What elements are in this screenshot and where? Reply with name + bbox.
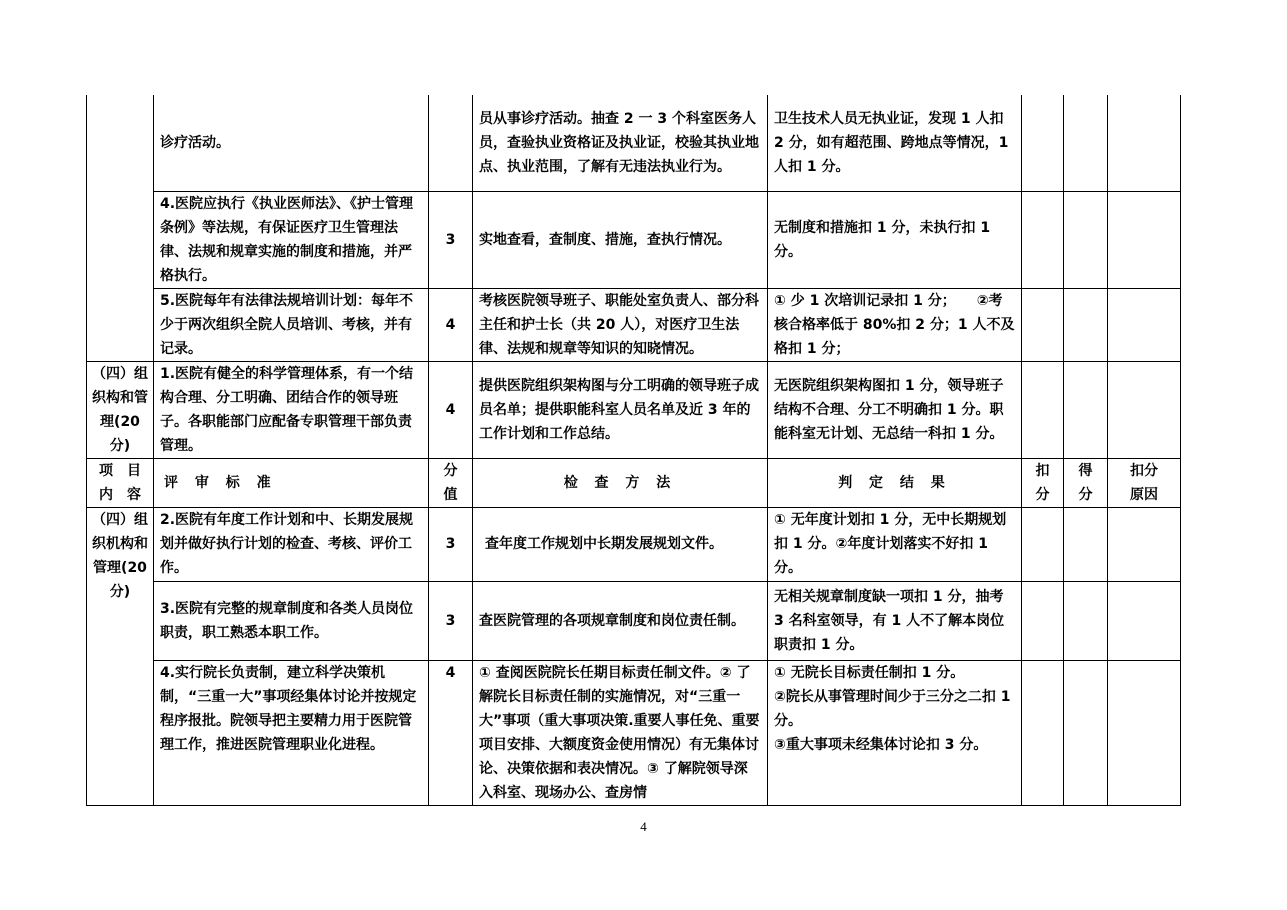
score-cell: 4 (429, 660, 473, 805)
header-got: 得 分 (1064, 458, 1108, 507)
result-cell: 无医院组织架构图扣 1 分，领导班子结构不合理、分工不明确扣 1 分。职能科室无计划、无总结一科扣 1 分。 (768, 361, 1022, 458)
result-cell: 卫生技术人员无执业证，发现 1 人扣 2 分，如有超范围、跨地点等情况，1 人扣 1 分。 (768, 95, 1022, 191)
reason-cell (1108, 507, 1181, 581)
page-number: 4 (640, 819, 647, 834)
got-cell (1064, 288, 1108, 361)
deduct-cell (1022, 361, 1064, 458)
method-cell: 查年度工作规划中长期发展规划文件。 (473, 507, 768, 581)
result-cell: ① 无院长目标责任制扣 1 分。 ②院长从事管理时间少于三分之二扣 1 分。 ③重大事项未经集体讨论扣 3 分。 (768, 660, 1022, 805)
header-item: 项 目 内 容 (87, 458, 154, 507)
deduct-cell (1022, 191, 1064, 288)
evaluation-table (86, 95, 1181, 806)
header-reason: 扣分 原因 (1108, 458, 1181, 507)
item-cell-section4-vertical: （四）组织机构和管理(20 分) (87, 507, 154, 805)
method-cell: 提供医院组织架构图与分工明确的领导班子成员名单；提供职能科室人员名单及近 3 年的工作计划和工作总结。 (473, 361, 768, 458)
method-cell: ① 查阅医院院长任期目标责任制文件。② 了解院长目标责任制的实施情况，对“三重一大”事项（重大事项决策.重要人事任免、重要项目安排、大额度资金使用情况）有无集体讨论、决策依据和表决情况。③ 了解院领导深入科室、现场办公、查房情 (473, 660, 768, 805)
standard-cell: 4.实行院长负责制，建立科学决策机制，“三重一大”事项经集体讨论并按规定程序报批。院领导把主要精力用于医院管理工作，推进医院管理职业化进程。 (154, 660, 429, 805)
deduct-cell (1022, 581, 1064, 660)
reason-cell (1108, 191, 1181, 288)
result-cell: ① 无年度计划扣 1 分，无中长期规划扣 1 分。②年度计划落实不好扣 1 分。 (768, 507, 1022, 581)
score-cell: 4 (429, 361, 473, 458)
standard-cell: 1.医院有健全的科学管理体系，有一个结构合理、分工明确、团结合作的领导班子。各职能部门应配备专职管理干部负责管理。 (154, 361, 429, 458)
reason-cell (1108, 361, 1181, 458)
header-deduct: 扣 分 (1022, 458, 1064, 507)
standard-cell: 5.医院每年有法律法规培训计划：每年不少于两次组织全院人员培训、考核，并有记录。 (154, 288, 429, 361)
result-cell: ① 少 1 次培训记录扣 1 分； ②考核合格率低于 80%扣 2 分；1 人不及格扣 1 分； (768, 288, 1022, 361)
got-cell (1064, 191, 1108, 288)
deduct-cell (1022, 507, 1064, 581)
table-row (87, 507, 1181, 581)
reason-cell (1108, 581, 1181, 660)
got-cell (1064, 581, 1108, 660)
got-cell (1064, 95, 1108, 191)
score-cell: 3 (429, 191, 473, 288)
method-cell: 考核医院领导班子、职能处室负责人、部分科主任和护士长（共 20 人），对医疗卫生法律、法规和规章等知识的知晓情况。 (473, 288, 768, 361)
header-score: 分 值 (429, 458, 473, 507)
result-cell: 无相关规章制度缺一项扣 1 分，抽考 3 名科室领导，有 1 人不了解本岗位职责扣 1 分。 (768, 581, 1022, 660)
standard-cell: 3.医院有完整的规章制度和各类人员岗位职责，职工熟悉本职工作。 (154, 581, 429, 660)
got-cell (1064, 507, 1108, 581)
header-method: 检 查 方 法 (473, 458, 768, 507)
reason-cell (1108, 288, 1181, 361)
score-cell (429, 95, 473, 191)
method-cell: 查医院管理的各项规章制度和岗位责任制。 (473, 581, 768, 660)
score-cell: 3 (429, 581, 473, 660)
deduct-cell (1022, 95, 1064, 191)
table-row (87, 581, 1181, 660)
header-standard: 评 审 标 准 (154, 458, 429, 507)
reason-cell (1108, 660, 1181, 805)
got-cell (1064, 361, 1108, 458)
deduct-cell (1022, 288, 1064, 361)
method-cell: 员从事诊疗活动。抽查 2 一 3 个科室医务人员，查验执业资格证及执业证，校验其执业地点、执业范围，了解有无违法执业行为。 (473, 95, 768, 191)
method-cell: 实地查看，查制度、措施，查执行情况。 (473, 191, 768, 288)
header-result: 判 定 结 果 (768, 458, 1022, 507)
standard-cell: 诊疗活动。 (154, 95, 429, 191)
header-row (87, 458, 1181, 507)
table-row (87, 191, 1181, 288)
table-row (87, 288, 1181, 361)
table-row (87, 95, 1181, 191)
standard-cell: 4.医院应执行《执业医师法》、《护士管理条例》等法规，有保证医疗卫生管理法律、法规和规章实施的制度和措施，并严格执行。 (154, 191, 429, 288)
score-cell: 4 (429, 288, 473, 361)
deduct-cell (1022, 660, 1064, 805)
item-cell-section4: （四）组织构和管理(20 分) (87, 361, 154, 458)
standard-cell: 2.医院有年度工作计划和中、长期发展规划并做好执行计划的检查、考核、评价工作。 (154, 507, 429, 581)
reason-cell (1108, 95, 1181, 191)
item-cell-continued (87, 95, 154, 361)
table-row (87, 361, 1181, 458)
result-cell: 无制度和措施扣 1 分，未执行扣 1 分。 (768, 191, 1022, 288)
score-cell: 3 (429, 507, 473, 581)
table-row (87, 660, 1181, 805)
got-cell (1064, 660, 1108, 805)
